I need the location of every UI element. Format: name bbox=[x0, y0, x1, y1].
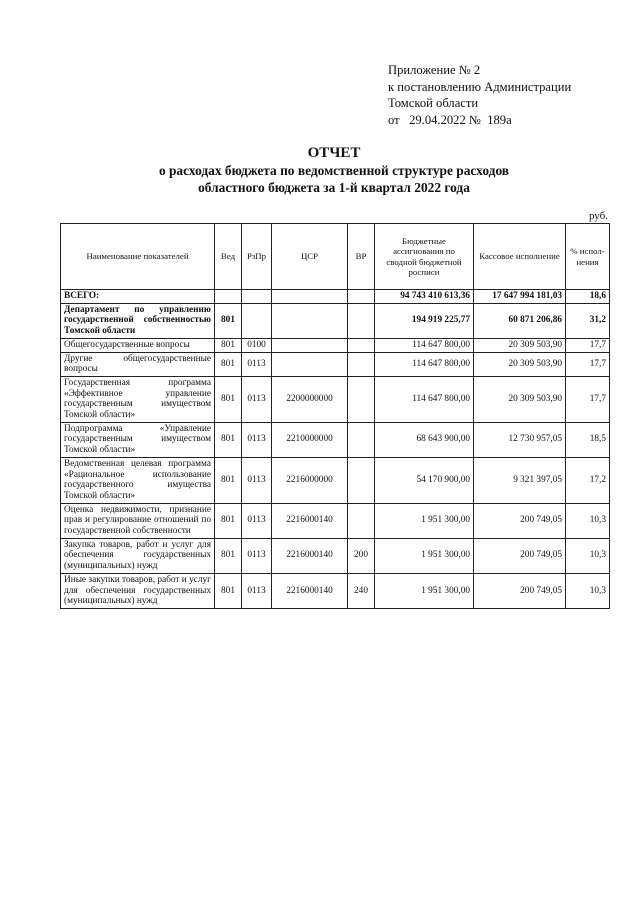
cell-vr bbox=[348, 376, 375, 422]
cell-pct: 18,5 bbox=[566, 422, 610, 457]
cell-allocations: 68 643 900,00 bbox=[375, 422, 474, 457]
cell-vr: 240 bbox=[348, 573, 375, 608]
cell-pct: 31,2 bbox=[566, 303, 610, 338]
table-row bbox=[61, 503, 610, 538]
cell-vr bbox=[348, 352, 375, 376]
header-pct: % испол-нения bbox=[566, 224, 610, 290]
cell-name: Подпрограмма «Управление государственным имуществом Томской области» bbox=[61, 422, 215, 457]
cell-name: Другие общегосударственные вопросы bbox=[61, 352, 215, 376]
cell-ved: 801 bbox=[215, 573, 242, 608]
cell-csr bbox=[272, 290, 348, 304]
cell-cash: 17 647 994 181,03 bbox=[474, 290, 566, 304]
cell-ved: 801 bbox=[215, 503, 242, 538]
report-title bbox=[60, 145, 608, 196]
cell-rzpr: 0113 bbox=[242, 503, 272, 538]
cell-rzpr: 0113 bbox=[242, 538, 272, 573]
appendix-line-2: к постановлению Администрации bbox=[388, 79, 572, 94]
cell-cash: 20 309 503,90 bbox=[474, 376, 566, 422]
currency-unit: руб. bbox=[588, 210, 608, 222]
header-allocations: Бюджетные ассигнования по сводной бюджетной росписи bbox=[375, 224, 474, 290]
cell-rzpr: 0100 bbox=[242, 338, 272, 352]
report-title-line-3: областного бюджета за 1-й квартал 2022 года bbox=[198, 180, 470, 195]
header-ved: Вед bbox=[215, 224, 242, 290]
header-cash: Кассовое исполнение bbox=[474, 224, 566, 290]
cell-vr bbox=[348, 457, 375, 503]
cell-cash: 200 749,05 bbox=[474, 538, 566, 573]
cell-csr: 2200000000 bbox=[272, 376, 348, 422]
cell-rzpr bbox=[242, 290, 272, 304]
cell-cash: 9 321 397,05 bbox=[474, 457, 566, 503]
cell-name: Государственная программа «Эффективное управление государственным имуществом Томской области» bbox=[61, 376, 215, 422]
appendix-line-3: Томской области bbox=[388, 96, 479, 110]
cell-csr: 2216000140 bbox=[272, 573, 348, 608]
header-csr: ЦСР bbox=[272, 224, 348, 290]
cell-csr bbox=[272, 303, 348, 338]
table-row bbox=[61, 538, 610, 573]
header-rzpr: РзПр bbox=[242, 224, 272, 290]
cell-cash: 20 309 503,90 bbox=[474, 352, 566, 376]
cell-csr: 2216000140 bbox=[272, 503, 348, 538]
cell-cash: 12 730 957,05 bbox=[474, 422, 566, 457]
cell-vr bbox=[348, 503, 375, 538]
cell-cash: 200 749,05 bbox=[474, 573, 566, 608]
cell-name: Ведомственная целевая программа «Рациональное использование государственного имущества Томской области» bbox=[61, 457, 215, 503]
cell-vr bbox=[348, 290, 375, 304]
cell-pct: 10,3 bbox=[566, 573, 610, 608]
cell-ved: 801 bbox=[215, 422, 242, 457]
cell-allocations: 1 951 300,00 bbox=[375, 503, 474, 538]
table-row bbox=[61, 338, 610, 352]
cell-name: Общегосударственные вопросы bbox=[61, 338, 215, 352]
cell-allocations: 54 170 900,00 bbox=[375, 457, 474, 503]
cell-pct: 10,3 bbox=[566, 538, 610, 573]
cell-rzpr bbox=[242, 303, 272, 338]
cell-csr: 2210000000 bbox=[272, 422, 348, 457]
cell-pct: 10,3 bbox=[566, 503, 610, 538]
cell-cash: 200 749,05 bbox=[474, 503, 566, 538]
header-vr: ВР bbox=[348, 224, 375, 290]
cell-allocations: 194 919 225,77 bbox=[375, 303, 474, 338]
cell-cash: 60 871 206,86 bbox=[474, 303, 566, 338]
report-title-line-2: о расходах бюджета по ведомственной структуре расходов bbox=[158, 163, 510, 178]
cell-allocations: 1 951 300,00 bbox=[375, 538, 474, 573]
cell-pct: 17,7 bbox=[566, 338, 610, 352]
table-row-total bbox=[61, 290, 610, 304]
cell-ved bbox=[215, 290, 242, 304]
cell-vr bbox=[348, 338, 375, 352]
cell-rzpr: 0113 bbox=[242, 573, 272, 608]
cell-cash: 20 309 503,90 bbox=[474, 338, 566, 352]
cell-pct: 17,7 bbox=[566, 352, 610, 376]
cell-rzpr: 0113 bbox=[242, 457, 272, 503]
report-title-main: ОТЧЕТ bbox=[307, 145, 361, 161]
appendix-block bbox=[388, 62, 618, 128]
cell-allocations: 1 951 300,00 bbox=[375, 573, 474, 608]
table-header-row bbox=[61, 224, 610, 290]
header-name: Наименование показателей bbox=[61, 224, 215, 290]
cell-vr bbox=[348, 303, 375, 338]
cell-rzpr: 0113 bbox=[242, 376, 272, 422]
cell-ved: 801 bbox=[215, 457, 242, 503]
appendix-line-4: от 29.04.2022 № 189а bbox=[388, 112, 512, 127]
table-row bbox=[61, 422, 610, 457]
cell-csr: 2216000000 bbox=[272, 457, 348, 503]
cell-allocations: 114 647 800,00 bbox=[375, 338, 474, 352]
table-row bbox=[61, 573, 610, 608]
appendix-line-1: Приложение № 2 bbox=[388, 63, 481, 77]
cell-allocations: 114 647 800,00 bbox=[375, 352, 474, 376]
cell-name: ВСЕГО: bbox=[61, 290, 215, 304]
cell-csr: 2216000140 bbox=[272, 538, 348, 573]
expense-report-table bbox=[60, 223, 610, 609]
cell-ved: 801 bbox=[215, 538, 242, 573]
cell-csr bbox=[272, 352, 348, 376]
cell-rzpr: 0113 bbox=[242, 352, 272, 376]
cell-rzpr: 0113 bbox=[242, 422, 272, 457]
cell-ved: 801 bbox=[215, 303, 242, 338]
cell-pct: 17,7 bbox=[566, 376, 610, 422]
cell-allocations: 114 647 800,00 bbox=[375, 376, 474, 422]
cell-name: Закупка товаров, работ и услуг для обеспечения государственных (муниципальных) нужд bbox=[61, 538, 215, 573]
cell-ved: 801 bbox=[215, 376, 242, 422]
cell-csr bbox=[272, 338, 348, 352]
table-row bbox=[61, 303, 610, 338]
cell-vr bbox=[348, 422, 375, 457]
table-row bbox=[61, 457, 610, 503]
cell-name: Департамент по управлению государственной собственностью Томской области bbox=[61, 303, 215, 338]
cell-ved: 801 bbox=[215, 338, 242, 352]
cell-pct: 18,6 bbox=[566, 290, 610, 304]
table-row bbox=[61, 376, 610, 422]
cell-allocations: 94 743 410 613,36 bbox=[375, 290, 474, 304]
cell-pct: 17,2 bbox=[566, 457, 610, 503]
cell-ved: 801 bbox=[215, 352, 242, 376]
cell-name: Иные закупки товаров, работ и услуг для обеспечения государственных (муниципальных) нужд bbox=[61, 573, 215, 608]
table-row bbox=[61, 352, 610, 376]
cell-name: Оценка недвижимости, признание прав и регулирование отношений по государственной собственности bbox=[61, 503, 215, 538]
cell-vr: 200 bbox=[348, 538, 375, 573]
